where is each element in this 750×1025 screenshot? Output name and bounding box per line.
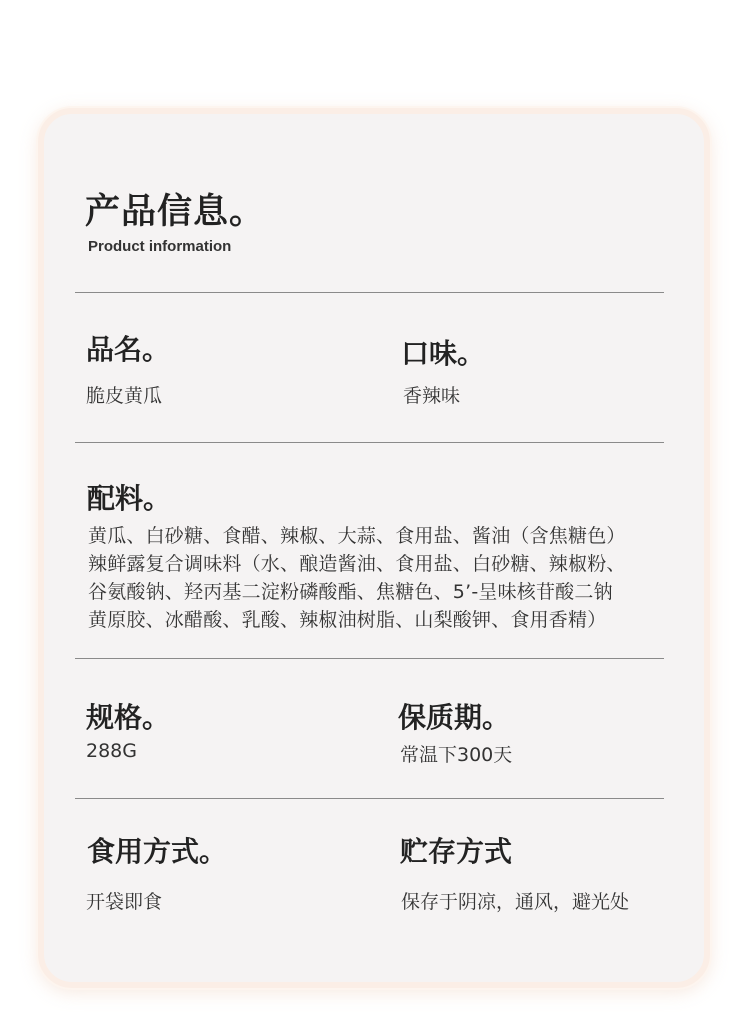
flavor-label: 口味。 — [401, 337, 486, 370]
shelf-life-label: 保质期。 — [398, 701, 511, 734]
divider — [75, 658, 664, 659]
shelf-life-value: 常温下300天 — [400, 744, 513, 766]
spec-value: 288G — [86, 740, 137, 762]
name-value: 脆皮黄瓜 — [86, 385, 163, 407]
usage-label: 食用方式。 — [87, 835, 228, 868]
ingredients-line: 辣鲜露复合调味料（水、酿造酱油、食用盐、白砂糖、辣椒粉、 — [88, 553, 626, 575]
storage-value: 保存于阴凉，通风，避光处 — [401, 891, 630, 913]
spec-label: 规格。 — [86, 701, 171, 734]
divider — [75, 798, 664, 799]
flavor-value: 香辣味 — [403, 385, 461, 407]
usage-value: 开袋即食 — [86, 891, 163, 913]
ingredients-label: 配料。 — [87, 482, 172, 515]
storage-label: 贮存方式 — [400, 835, 513, 868]
section-subtitle: Product information — [88, 238, 232, 255]
divider — [75, 292, 664, 293]
ingredients-line: 黄原胶、冰醋酸、乳酸、辣椒油树脂、山梨酸钾、食用香精） — [88, 609, 607, 631]
ingredients-line: 黄瓜、白砂糖、食醋、辣椒、大蒜、食用盐、酱油（含焦糖色） — [88, 525, 626, 547]
ingredients-line: 谷氨酸钠、羟丙基二淀粉磷酸酯、焦糖色、5’-呈味核苷酸二钠 — [88, 581, 613, 603]
section-title: 产品信息。 — [85, 192, 266, 232]
name-label: 品名。 — [86, 333, 171, 366]
divider — [75, 442, 664, 443]
